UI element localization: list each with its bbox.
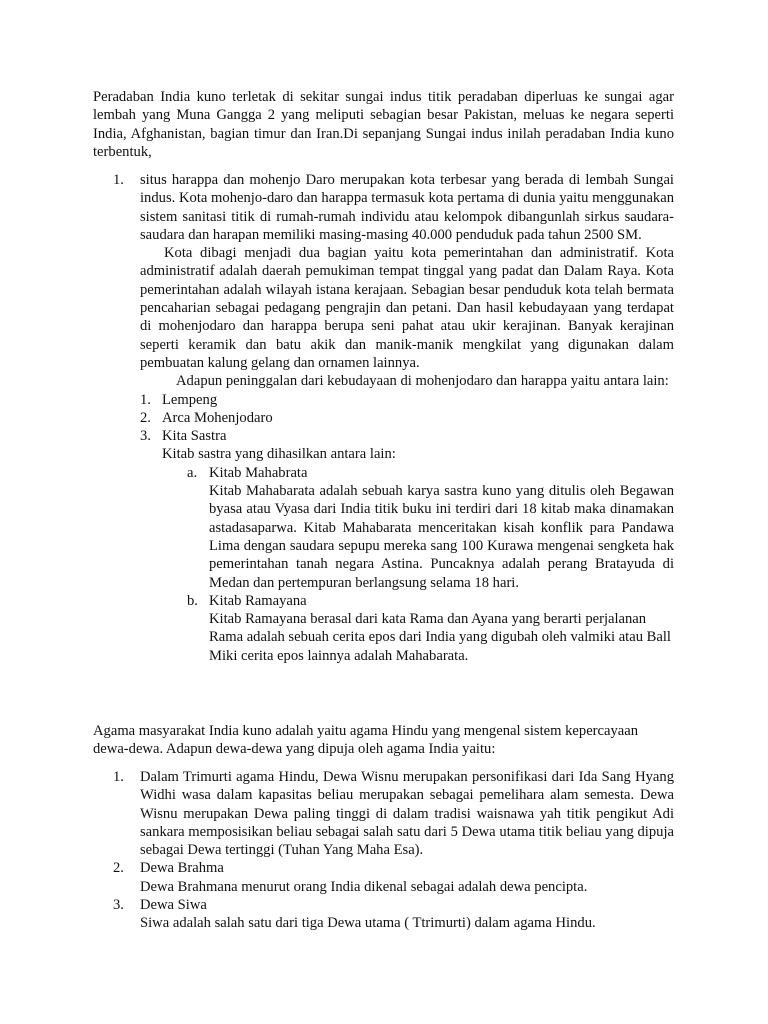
- list-item-text: Dalam Trimurti agama Hindu, Dewa Wisnu merupakan personifikasi dari Ida Sang Hyang Widhi wasa dalam kapasitas beliau merupakan sebagai pemelihara alam semesta. Dewa Wisnu merupakan Dewa paling tinggi di dalam tradisi waisnawa yah titik pengikut Adi sankara memposisikan beliau sebagai salah satu dari 5 Dewa utama titik beliau yang dipuja sebagai Dewa tertinggi (Tuhan Yang Maha Esa).: [140, 769, 674, 859]
- religion-paragraph: Agama masyarakat India kuno adalah yaitu agama Hindu yang mengenal sistem kepercayaan dewa-dewa. Adapun dewa-dewa yang dipuja oleh agama India yaitu:: [93, 723, 639, 758]
- civilization-list: [113, 171, 674, 665]
- deity-list-item: [113, 768, 674, 859]
- list-item-text: situs harappa dan mohenjo Daro merupakan kota terbesar yang berada di lembah Sungai indus. Kota mohenjo-daro dan harappa termasuk kota pertama di dunia yaitu menggunakan sistem sanitasi titik di rumah-rumah individu atau kelompok dibangunlah sirkus saudara-saudara dan harapan memiliki masing-masing 40.000 penduduk pada tahun 2500 SM.: [140, 172, 674, 243]
- kitab-description: Kitab Ramayana berasal dari kata Rama dan Ayana yang berarti perjalanan Rama adalah sebuah cerita epos dari India yang digubah oleh valmiki atau Ball Miki cerita epos lainnya adalah Mahabarata.: [209, 611, 671, 664]
- list-letter: b.: [187, 592, 198, 609]
- list-number: 1.: [113, 769, 124, 785]
- deity-list-item: [113, 859, 674, 896]
- kitab-title: Kitab Mahabrata: [209, 464, 308, 481]
- kitab-title: Kitab Ramayana: [209, 592, 307, 609]
- heritage-list-item: [140, 391, 674, 409]
- kitab-description: Kitab Mahabarata adalah sebuah karya sastra kuno yang ditulis oleh Begawan byasa atau Vyasa dari India titik buku ini terdiri dari 18 kitab maka dinamakan astadasaparwa. Kitab Mahabarata menceritakan kisah konflik para Pandawa Lima dengan saudara sepupu mereka sang 100 Kurawa mengenai sengketa hak pemerintahan tanah negara Astina. Puncaknya adalah perang Bratayuda di Medan dan pertempuran berlangsung selama 18 hari.: [209, 483, 674, 591]
- list-item-description: Siwa adalah salah satu dari tiga Dewa utama ( Ttrimurti) dalam agama Hindu.: [140, 915, 596, 932]
- kitab-item: [187, 464, 674, 592]
- list-item-description: Dewa Brahmana menurut orang India dikenal sebagai adalah dewa pencipta.: [140, 878, 588, 895]
- kitab-intro: Kitab sastra yang dihasilkan antara lain:: [162, 446, 396, 463]
- list-item-title: Dewa Brahma: [140, 860, 224, 877]
- intro-paragraph: Peradaban India kuno terletak di sekitar sungai indus titik peradaban diperluas ke sungai agar lembah yang Muna Gangga 2 yang meliputi sebagian besar Pakistan, meluas ke negara seperti India, Afghanistan, bagian timur dan Iran.Di sepanjang Sungai indus inilah peradaban India kuno terbentuk,: [93, 89, 674, 160]
- list-number: 1.: [140, 391, 151, 408]
- heritage-paragraph: Adapun peninggalan dari kebudayaan di mohenjodaro dan harappa yaitu antara lain:: [176, 373, 669, 390]
- deity-list-item: [113, 896, 674, 933]
- list-number: 2.: [140, 409, 151, 426]
- list-number: 3.: [140, 428, 151, 445]
- list-item-text: Arca Mohenjodaro: [162, 409, 273, 426]
- list-number: 2.: [113, 860, 124, 877]
- list-item-title: Dewa Siwa: [140, 897, 207, 914]
- heritage-list-item: [140, 427, 674, 445]
- list-number: 3.: [113, 897, 124, 914]
- list-letter: a.: [187, 464, 198, 481]
- list-item-text: Kita Sastra: [162, 428, 227, 445]
- kitab-item: [187, 592, 674, 665]
- heritage-list-item: [140, 409, 674, 427]
- list-number: 1.: [113, 172, 124, 188]
- deity-list: [113, 768, 674, 933]
- city-paragraph: Kota dibagi menjadi dua bagian yaitu kota pemerintahan dan administratif. Kota administratif adalah daerah pemukiman tempat tinggal yang padat dan Dalam Raya. Kota pemerintahan adalah wilayah istana kerajaan. Sebagian besar penduduk kota telah bermata pencaharian sebagai pedagang pengrajin dan petani. Dan hasil kebudayaan yang terdapat di mohenjodaro dan harappa berupa seni pahat atau ukir kerajinan. Banyak kerajinan seperti keramik dan batu akik dan manik-manik mengkilat yang digunakan dalam pembuatan kalung gelang dan ornamen lainnya.: [140, 245, 674, 371]
- list-item-text: Lempeng: [162, 391, 218, 408]
